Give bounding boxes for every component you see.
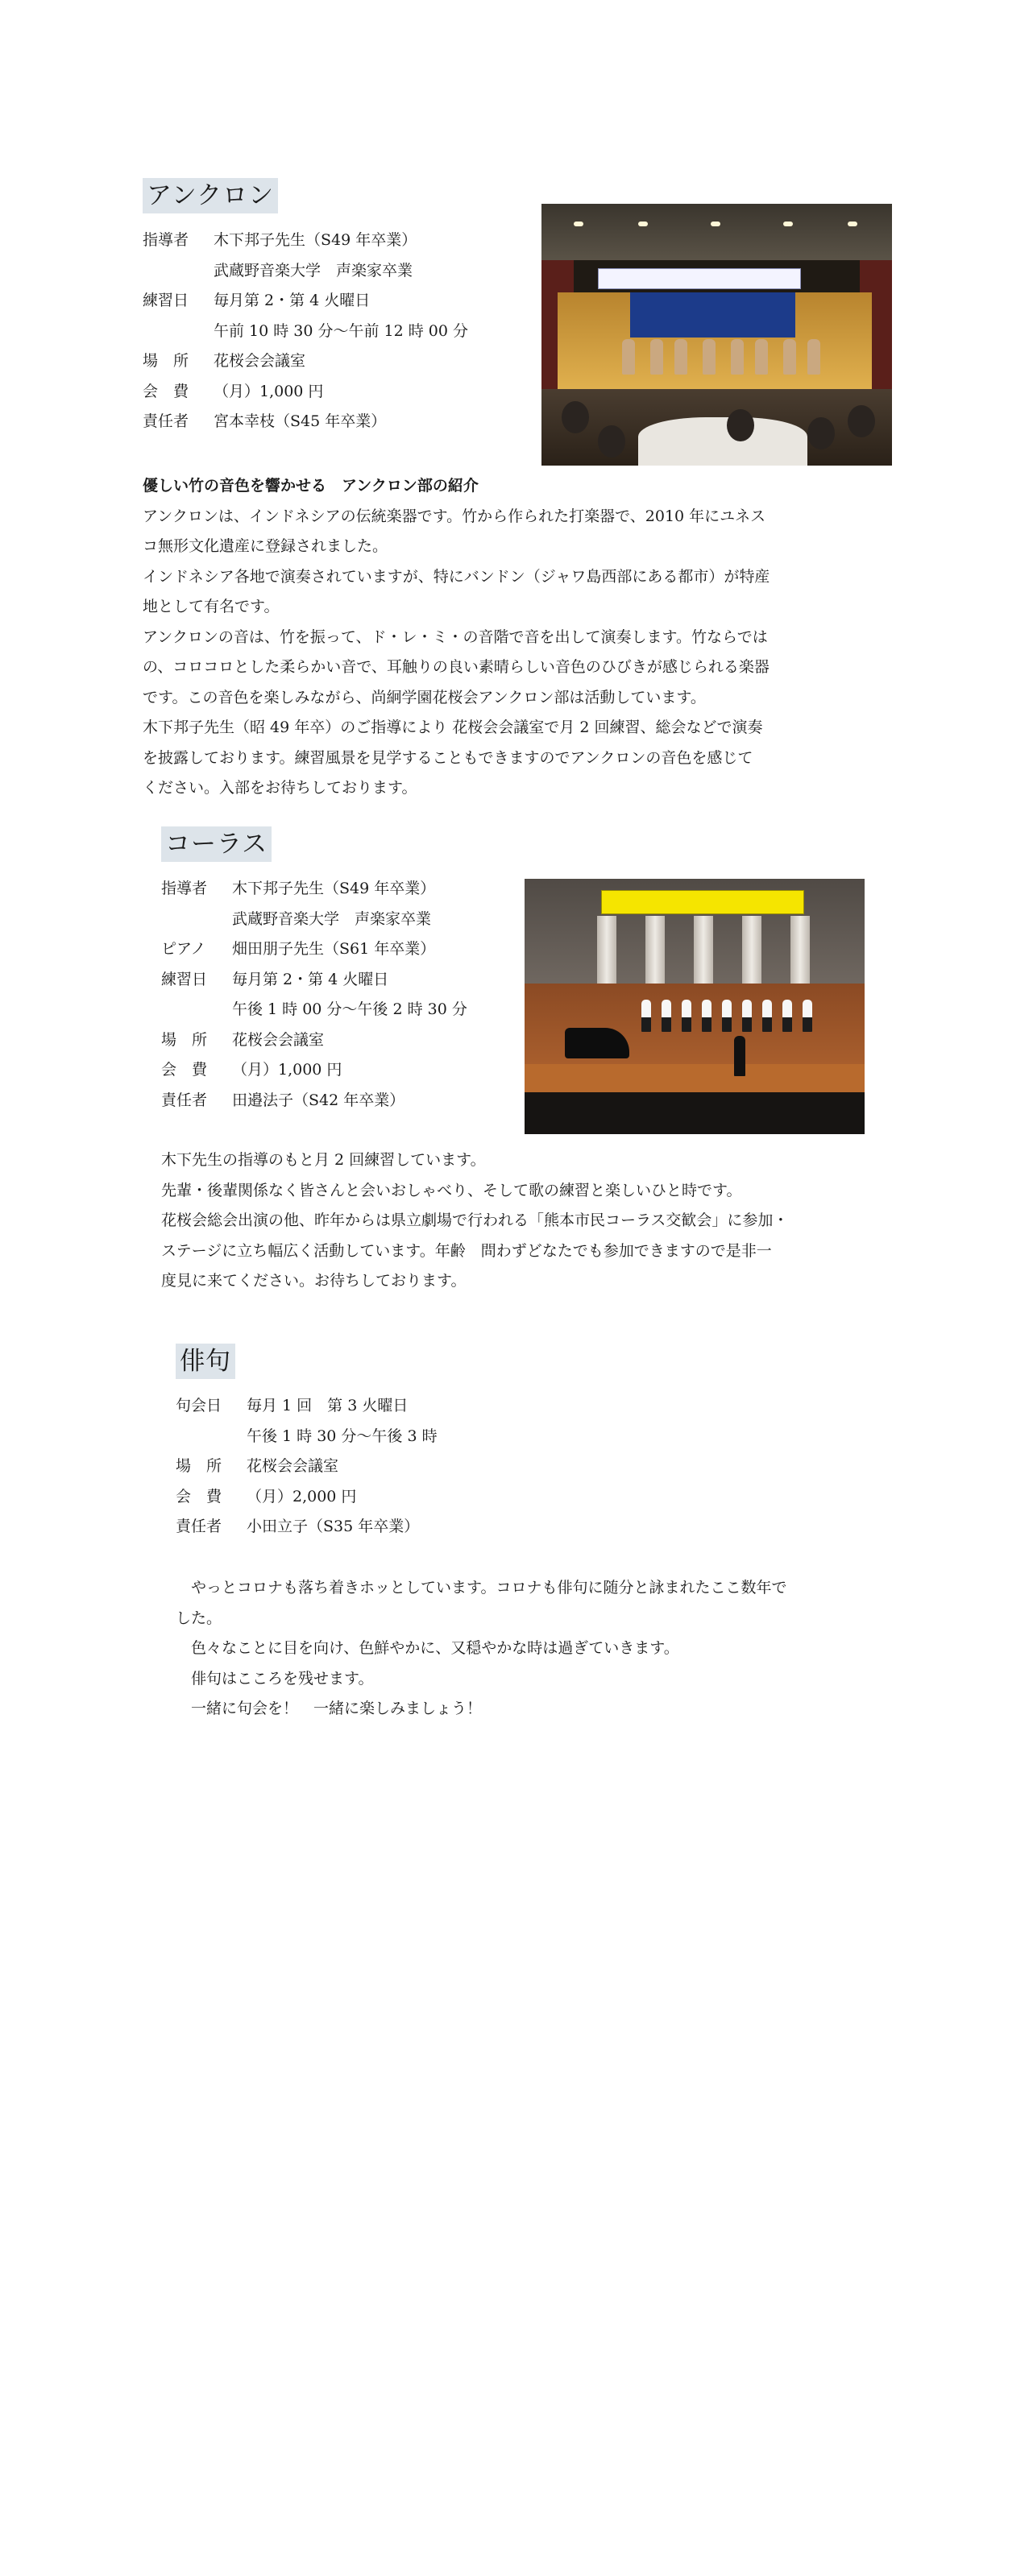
info-label <box>143 317 214 347</box>
info-row <box>143 377 468 408</box>
paragraph-line: 地として有名です。 <box>143 598 280 615</box>
info-value: 毎月第 2・第 4 火曜日 <box>232 970 389 988</box>
info-value: 田邉法子（S42 年卒業） <box>232 1091 405 1109</box>
info-label: 場 所 <box>161 1030 208 1049</box>
info-value: 畑田朋子先生（S61 年卒業） <box>232 940 436 958</box>
info-value: 毎月 1 回 第 3 火曜日 <box>247 1397 409 1414</box>
info-label <box>176 1422 247 1452</box>
info-row <box>161 995 467 1025</box>
info-value: 木下邦子先生（S49 年卒業） <box>214 231 417 249</box>
paragraph-line: 先輩・後輩関係なく皆さんと会いおしゃべり、そして歌の練習と楽しいひと時です。 <box>161 1181 742 1199</box>
anklung-heading: アンクロン <box>143 178 278 213</box>
info-value: 花桜会会議室 <box>232 1030 325 1049</box>
info-label: 場 所 <box>176 1457 222 1475</box>
info-value: （月）1,000 円 <box>232 1061 342 1079</box>
info-value: 毎月第 2・第 4 火曜日 <box>214 292 371 309</box>
info-row <box>161 905 467 935</box>
paragraph-line: やっとコロナも落ち着きホッとしています。コロナも俳句に随分と詠まれたここ数年で <box>176 1579 787 1597</box>
info-label: 会 費 <box>143 382 189 400</box>
info-row <box>176 1422 438 1452</box>
paragraph-line: 色々なことに目を向け、色鮮やかに、又穏やかな時は過ぎていきます。 <box>176 1639 679 1657</box>
chorus-heading: コーラス <box>161 826 272 862</box>
info-label: 練習日 <box>161 970 208 988</box>
info-label: 会 費 <box>161 1061 208 1079</box>
paragraph-line: を披露しております。練習風景を見学することもできますのでアンクロンの音色を感じて <box>143 748 753 767</box>
info-row <box>176 1512 438 1543</box>
info-value: 小田立子（S35 年卒業） <box>247 1518 420 1535</box>
haiku-info <box>176 1391 438 1543</box>
info-value: 木下邦子先生（S49 年卒業） <box>232 880 436 897</box>
info-label: 指導者 <box>161 880 208 897</box>
paragraph-line: 木下邦子先生（昭 49 年卒）のご指導により 花桜会会議室で月 2 回練習、総会などで演奏 <box>143 719 763 736</box>
paragraph-line: 度見に来てください。お待ちしております。 <box>161 1272 467 1290</box>
info-row <box>161 1086 467 1116</box>
haiku-description <box>176 1573 901 1725</box>
info-value: （月）2,000 円 <box>247 1487 357 1505</box>
info-row <box>176 1482 438 1513</box>
info-row <box>143 346 468 377</box>
info-value: 武蔵野音楽大学 声楽家卒業 <box>232 909 432 928</box>
anklung-performance-photo <box>541 204 892 466</box>
info-label: ピアノ <box>161 940 206 958</box>
info-row <box>143 407 468 437</box>
info-value: （月）1,000 円 <box>214 382 324 400</box>
info-row <box>161 1025 467 1056</box>
info-row <box>161 965 467 996</box>
info-label: 場 所 <box>143 352 189 370</box>
info-label: 責任者 <box>161 1091 208 1109</box>
info-row <box>176 1452 438 1482</box>
paragraph-line: した。 <box>176 1609 222 1627</box>
chorus-info <box>161 874 467 1116</box>
anklung-description <box>143 471 876 804</box>
paragraph-line: アンクロンの音は、竹を振って、ド・レ・ミ・の音階で音を出して演奏します。竹ならでは <box>143 627 768 646</box>
info-row <box>161 1055 467 1086</box>
haiku-heading: 俳句 <box>176 1344 235 1379</box>
paragraph-line: 花桜会総会出演の他、昨年からは県立劇場で行われる「熊本市民コーラス交歓会」に参加・ <box>161 1211 789 1229</box>
paragraph-line: 一緒に句会を！ 一緒に楽しみましょう！ <box>176 1700 483 1717</box>
anklung-info <box>143 226 468 437</box>
paragraph-line: ください。入部をお待ちしております。 <box>143 779 417 797</box>
paragraph-line: ステージに立ち幅広く活動しています。年齢 問わずどなたでも参加できますので是非一 <box>161 1241 772 1260</box>
info-label: 練習日 <box>143 292 189 309</box>
info-value: 午後 1 時 00 分〜午後 2 時 30 分 <box>232 1000 467 1018</box>
info-label <box>161 905 232 935</box>
chorus-concert-photo <box>525 879 865 1134</box>
info-value: 宮本幸枝（S45 年卒業） <box>214 412 387 430</box>
chorus-description <box>161 1145 886 1297</box>
info-label: 責任者 <box>143 412 189 430</box>
info-row <box>143 256 468 287</box>
info-label <box>161 995 232 1025</box>
paragraph-line: 木下先生の指導のもと月 2 回練習しています。 <box>161 1151 486 1169</box>
paragraph-line: 俳句はこころを残せます。 <box>176 1669 374 1688</box>
info-label: 責任者 <box>176 1518 222 1535</box>
anklung-subtitle: 優しい竹の音色を響かせる アンクロン部の紹介 <box>143 477 479 495</box>
info-value: 花桜会会議室 <box>214 352 306 370</box>
info-row <box>143 317 468 347</box>
paragraph-line: コ無形文化遺産に登録されました。 <box>143 537 388 555</box>
info-value: 午後 1 時 30 分〜午後 3 時 <box>247 1427 438 1445</box>
paragraph-line: アンクロンは、インドネシアの伝統楽器です。竹から作られた打楽器で、2010 年にユネス <box>143 507 766 525</box>
info-label <box>143 256 214 287</box>
info-label: 句会日 <box>176 1397 222 1414</box>
paragraph-line: です。この音色を楽しみながら、尚絅学園花桜会アンクロン部は活動しています。 <box>143 688 706 706</box>
info-value: 午前 10 時 30 分〜午前 12 時 00 分 <box>214 321 469 340</box>
info-value: 花桜会会議室 <box>247 1457 339 1475</box>
paragraph-line: の、コロコロとした柔らかい音で、耳触りの良い素晴らしい音色のひびきが感じられる楽器 <box>143 658 770 676</box>
info-row <box>176 1391 438 1422</box>
info-label: 会 費 <box>176 1487 222 1505</box>
info-row <box>143 286 468 317</box>
info-row <box>143 226 468 256</box>
info-label: 指導者 <box>143 231 189 249</box>
paragraph-line: インドネシア各地で演奏されていますが、特にバンドン（ジャワ島西部にある都市）が特産 <box>143 567 770 586</box>
info-value: 武蔵野音楽大学 声楽家卒業 <box>214 261 413 280</box>
info-row <box>161 874 467 905</box>
info-row <box>161 934 467 965</box>
